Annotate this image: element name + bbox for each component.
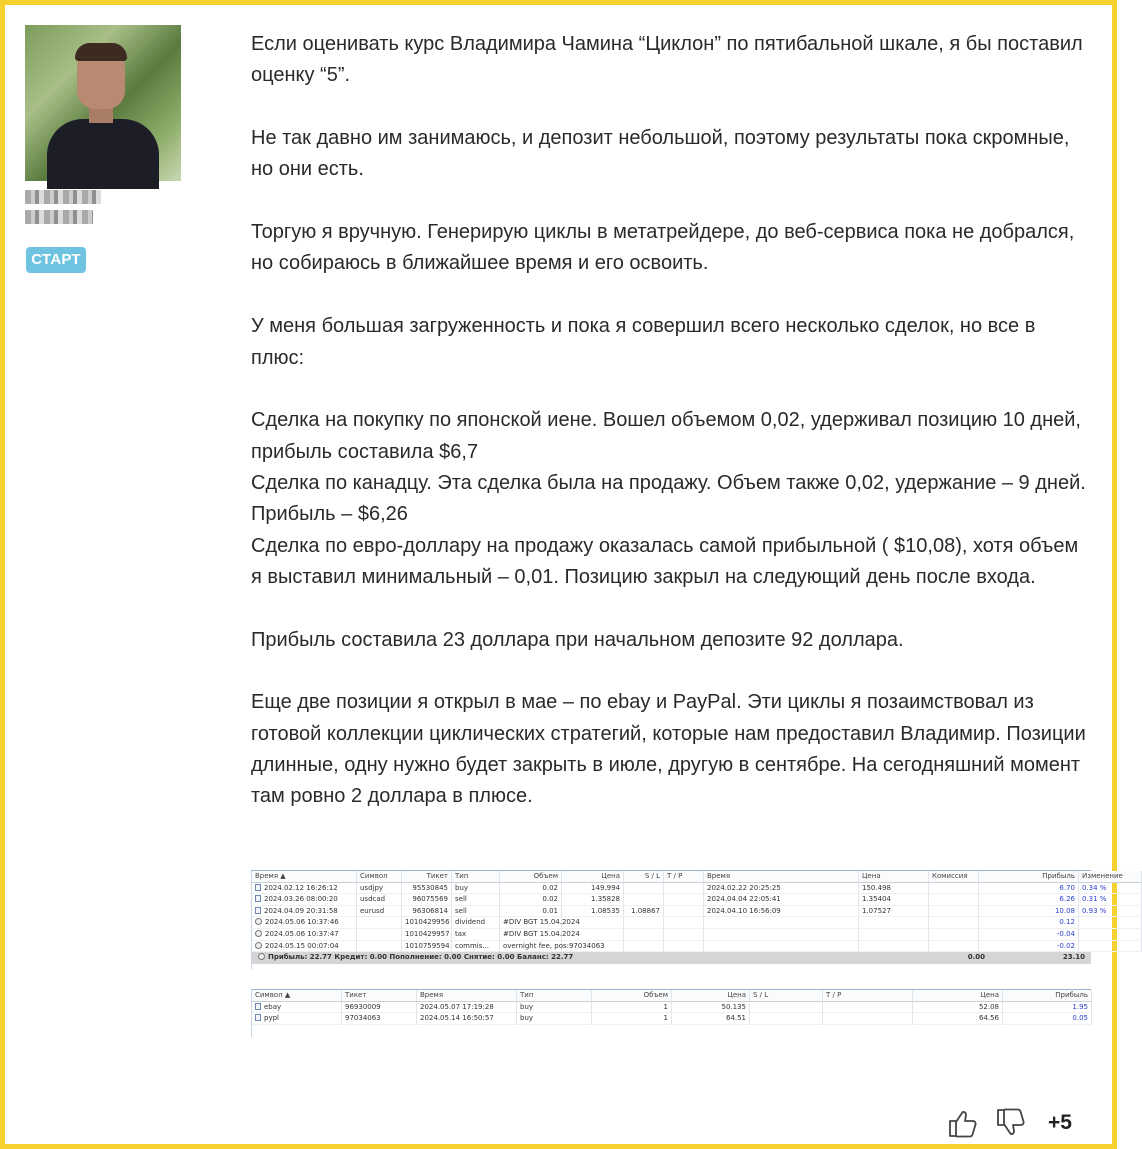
table-cell: 50.135: [672, 1002, 750, 1014]
table-cell-text: 2024.03.26 08:00:20: [264, 895, 338, 904]
history-header-cell[interactable]: Изменение: [1079, 871, 1142, 883]
table-cell: 0.12: [979, 917, 1079, 929]
table-cell: 1010759594: [402, 941, 452, 953]
table-cell: 1.95: [1003, 1002, 1092, 1014]
table-row[interactable]: [252, 941, 1091, 953]
table-cell: -0.02: [979, 941, 1079, 953]
table-cell: [704, 929, 859, 941]
table-row[interactable]: [252, 929, 1091, 941]
table-cell: [252, 941, 357, 953]
table-cell: [624, 894, 664, 906]
table-cell: 1: [592, 1013, 672, 1025]
table-cell-text: pypl: [264, 1014, 279, 1023]
table-row[interactable]: [252, 906, 1107, 918]
table-cell: [1079, 941, 1142, 953]
table-cell: [929, 917, 979, 929]
reactions-bar: [946, 1105, 1072, 1141]
history-header-cell[interactable]: Прибыль: [979, 871, 1079, 883]
table-cell: [823, 1002, 913, 1014]
table-cell: sell: [452, 894, 500, 906]
deal-icon: [255, 895, 261, 902]
table-cell: commis...: [452, 941, 500, 953]
table-cell: 0.02: [500, 883, 562, 895]
table-cell: [823, 1013, 913, 1025]
table-row[interactable]: [252, 1002, 1091, 1014]
table-cell: 2024.04.04 22:05:41: [704, 894, 859, 906]
table-cell: [859, 929, 929, 941]
history-summary-text: Прибыль: 22.77 Кредит: 0.00 Пополнение: 0.00 Снятие: 0.00 Баланс: 22.77: [268, 953, 574, 962]
history-header-cell[interactable]: Цена: [562, 871, 624, 883]
table-row[interactable]: [252, 894, 1107, 906]
open-positions-table: [251, 989, 1091, 1037]
table-cell: [929, 894, 979, 906]
positions-header-cell[interactable]: Цена: [913, 990, 1003, 1002]
table-cell-text: 2024.05.06 10:37:46: [265, 918, 339, 927]
status-badge: СТАРТ: [26, 247, 86, 273]
deal-icon: [255, 1003, 261, 1010]
history-header-cell[interactable]: Комиссия: [929, 871, 979, 883]
table-cell: [252, 917, 357, 929]
table-cell: 0.01: [500, 906, 562, 918]
table-cell: [859, 917, 929, 929]
table-cell: 96930009: [342, 1002, 417, 1014]
table-cell: buy: [452, 883, 500, 895]
table-cell: [562, 929, 624, 941]
table-cell: eurusd: [357, 906, 402, 918]
history-header-cell[interactable]: Цена: [859, 871, 929, 883]
author-name-blurred[interactable]: [25, 190, 105, 230]
post-paragraph: Торгую я вручную. Генерирую циклы в метатрейдере, до веб-сервиса пока не добрался, но собираюсь в ближайшее время и его освоить.: [251, 221, 1075, 275]
table-cell: [624, 941, 664, 953]
positions-header-cell[interactable]: Цена: [672, 990, 750, 1002]
table-cell: 1.35404: [859, 894, 929, 906]
history-header-cell[interactable]: Тикет: [402, 871, 452, 883]
table-cell: 0.02: [500, 894, 562, 906]
table-row[interactable]: [252, 1013, 1091, 1025]
table-cell: [929, 941, 979, 953]
table-cell-text: 2024.02.12 16:26:12: [264, 883, 338, 892]
table-cell: [624, 929, 664, 941]
table-cell: [252, 929, 357, 941]
table-cell: 95530845: [402, 883, 452, 895]
table-cell: 1010429957: [402, 929, 452, 941]
rating-score: +5: [1048, 1111, 1072, 1134]
post-paragraph: Если оценивать курс Владимира Чамина “Циклон” по пятибальной шкале, я бы поставил оценку “5”.: [251, 33, 1083, 87]
table-cell: overnight fee, pos:97034063: [500, 941, 562, 953]
post-paragraph: Прибыль составила 23 доллара при начальном депозите 92 доллара.: [251, 628, 904, 651]
table-cell: [357, 929, 402, 941]
table-cell: 96075569: [402, 894, 452, 906]
post-body: [251, 29, 1091, 844]
table-cell: [664, 883, 704, 895]
table-cell: [252, 1002, 342, 1014]
table-cell: [252, 906, 357, 918]
positions-header-cell[interactable]: Тикет: [342, 990, 417, 1002]
table-cell-text: 2024.04.09 20:31:58: [264, 906, 338, 915]
history-summary-profit: 23.10: [1062, 953, 1085, 962]
table-cell: buy: [517, 1013, 592, 1025]
operation-icon: [255, 918, 262, 925]
table-cell: 149.994: [562, 883, 624, 895]
history-header-cell[interactable]: Объем: [500, 871, 562, 883]
positions-header-cell[interactable]: S / L: [750, 990, 823, 1002]
table-cell: 0.34 %: [1079, 883, 1142, 895]
table-cell: [750, 1013, 823, 1025]
post-paragraph: Не так давно им занимаюсь, и депозит небольшой, поэтому результаты пока скромные, но они есть.: [251, 127, 1070, 181]
operation-icon: [255, 930, 262, 937]
deal-icon: [255, 1014, 261, 1021]
table-cell-text: 2024.05.06 10:37:47: [265, 929, 339, 938]
table-cell-text: 2024.05.15 00:07:04: [265, 941, 339, 950]
table-cell: 10.08: [979, 906, 1079, 918]
table-cell: 0.31 %: [1079, 894, 1142, 906]
table-cell: [562, 941, 624, 953]
positions-header-cell[interactable]: Время: [417, 990, 517, 1002]
table-cell: #DIV BGT 15.04.2024: [500, 929, 562, 941]
table-cell: #DIV BGT 15.04.2024: [500, 917, 562, 929]
table-cell: [252, 883, 357, 895]
table-cell: 1: [592, 1002, 672, 1014]
table-row[interactable]: [252, 883, 1107, 895]
operation-icon: [255, 942, 262, 949]
table-cell-text: ebay: [264, 1002, 282, 1011]
history-summary-row: [252, 952, 1091, 964]
post-paragraph: Сделка по евро-доллару на продажу оказалась самой прибыльной ( $10,08), хотя объем я выставил минимальный – 0,01. Позицию закрыл на следующий день после входа.: [251, 534, 1079, 588]
deal-icon: [255, 907, 261, 914]
table-cell: tax: [452, 929, 500, 941]
table-cell: [252, 1013, 342, 1025]
table-cell: [750, 1002, 823, 1014]
avatar[interactable]: [25, 25, 181, 181]
deal-icon: [255, 884, 261, 891]
table-cell: [357, 917, 402, 929]
table-cell: 1.08535: [562, 906, 624, 918]
table-cell: [704, 941, 859, 953]
positions-header-cell[interactable]: Объем: [592, 990, 672, 1002]
table-cell: 2024.04.10 16:56:09: [704, 906, 859, 918]
positions-header-cell[interactable]: Тип: [517, 990, 592, 1002]
table-cell: [929, 883, 979, 895]
thumbs-down-icon[interactable]: [994, 1106, 1028, 1140]
table-cell: [1079, 917, 1142, 929]
post-paragraph: Сделка по канадцу. Эта сделка была на продажу. Объем также 0,02, удержание – 9 дней. Прибыль – $6,26: [251, 471, 1086, 526]
table-cell: [1079, 929, 1142, 941]
table-cell: [664, 941, 704, 953]
table-cell: 150.498: [859, 883, 929, 895]
positions-header-cell[interactable]: Символ ▲: [252, 990, 342, 1002]
table-row[interactable]: [252, 917, 1091, 929]
table-cell: 2024.05.14 16:50:57: [417, 1013, 517, 1025]
table-cell: [859, 941, 929, 953]
table-cell: 97034063: [342, 1013, 417, 1025]
table-cell: dividend: [452, 917, 500, 929]
history-header-cell[interactable]: S / L: [624, 871, 664, 883]
table-cell: 2024.05.07 17:19:28: [417, 1002, 517, 1014]
table-cell: usdcad: [357, 894, 402, 906]
table-cell: [664, 894, 704, 906]
post-paragraph: У меня большая загруженность и пока я совершил всего несколько сделок, но все в плюс:: [251, 315, 1036, 369]
thumbs-up-icon[interactable]: [946, 1106, 980, 1140]
table-cell: 0.93 %: [1079, 906, 1142, 918]
table-cell: [664, 906, 704, 918]
table-cell: 96306814: [402, 906, 452, 918]
table-cell: -0.04: [979, 929, 1079, 941]
trade-history-table: [251, 870, 1123, 969]
table-cell: [252, 894, 357, 906]
table-cell: [704, 917, 859, 929]
table-cell: usdjpy: [357, 883, 402, 895]
history-header-cell[interactable]: Символ: [357, 871, 402, 883]
table-cell: 6.70: [979, 883, 1079, 895]
positions-header-cell[interactable]: T / P: [823, 990, 913, 1002]
history-summary-commission: 0.00: [967, 953, 985, 962]
table-cell: [624, 883, 664, 895]
history-header-cell[interactable]: T / P: [664, 871, 704, 883]
table-cell: 1.08867: [624, 906, 664, 918]
table-cell: 1.07527: [859, 906, 929, 918]
positions-header-cell[interactable]: Прибыль: [1003, 990, 1092, 1002]
history-header-cell[interactable]: Время: [704, 871, 859, 883]
table-cell: [562, 917, 624, 929]
table-cell: 0.05: [1003, 1013, 1092, 1025]
table-cell: sell: [452, 906, 500, 918]
table-cell: [929, 929, 979, 941]
table-cell: 1.35828: [562, 894, 624, 906]
history-header-cell[interactable]: Тип: [452, 871, 500, 883]
table-cell: 52.08: [913, 1002, 1003, 1014]
post-paragraph: Еще две позиции я открыл в мае – по ebay и PayPal. Эти циклы я позаимствовал из готовой коллекции циклических стратегий, которые нам предоставил Владимир. Позиции длинные, одну нужно будет закрыть в июле, другую в сентябре. На сегодняшний момент там ровно 2 доллара в плюсе.: [251, 691, 1086, 808]
table-cell: 64.56: [913, 1013, 1003, 1025]
table-cell: [664, 917, 704, 929]
history-header-cell[interactable]: Время ▲: [252, 871, 357, 883]
post-paragraph: Сделка на покупку по японской иене. Вошел объемом 0,02, удерживал позицию 10 дней, прибыль составила $6,7: [251, 409, 1081, 463]
table-cell: 6.26: [979, 894, 1079, 906]
table-cell: 64.51: [672, 1013, 750, 1025]
table-cell: [357, 941, 402, 953]
table-cell: buy: [517, 1002, 592, 1014]
table-cell: 2024.02.22 20:25:25: [704, 883, 859, 895]
table-cell: [929, 906, 979, 918]
table-cell: 1010429956: [402, 917, 452, 929]
table-cell: [624, 917, 664, 929]
table-cell: [664, 929, 704, 941]
